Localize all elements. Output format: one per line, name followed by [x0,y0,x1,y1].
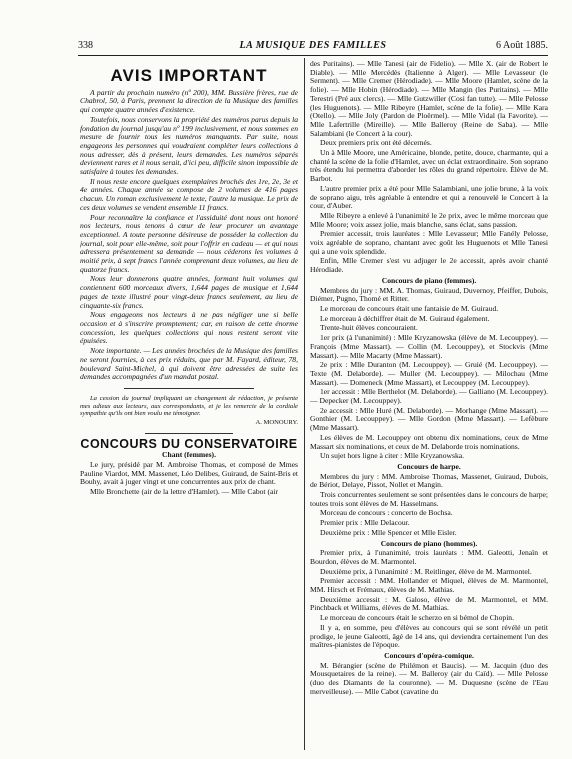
section-subheading: Concours de piano (femmes). [381,275,477,285]
left-column [80,60,298,750]
article-paragraph: Premier prix, à l'unanimité, trois lauréats : MM. Galeotti, Jenaïn et Bourdon, élèves de M. Marmontel. [310,548,548,566]
separator [145,433,232,434]
journal-title: LA MUSIQUE DES FAMILLES [239,40,387,51]
notice-heading: AVIS IMPORTANT [110,66,268,85]
article-paragraph: Le morceau à déchiffrer était de M. Guiraud également. [320,313,490,323]
article-paragraph: Deuxième prix, à l'unanimité : M. Reitlinger, élève de M. Marmontel. [320,566,532,576]
article-paragraph: 2e prix : Mlle Duranton (M. Lecouppey). — Gruié (M. Lecouppey). — Texte (M. Delaborde). — Muller (M. Lecouppey). — Milochau (Mme Massart). — Domeneck (Mme Massart), et Lecouppey (M. Lecouppey). [310,360,548,387]
article-paragraph: Le jury, présidé par M. Ambroise Thomas, et composé de Mmes Pauline Viardot, MM. Massenet, Léo Delibes, Guiraud, de Saint-Bris et Bouhy, avait à juger vingt et une concurrentes aux prix de chant. [80,459,298,487]
article-paragraph: Premier accessit, trois lauréates : Mlle Levasseur; Mlle Fanély Pelosse, voix agréable de soprano, chantant avec goût les Huguenots et Mlle Tanesi qui a une voix splendide. [310,229,548,256]
article-paragraph: 1er accessit : Mlle Berthelot (M. Delaborde). — Galliano (M. Lecouppey). — Depecker (M. Lecouppey). [310,387,548,406]
notice-paragraph-3: Il nous reste encore quelques exemplaires brochés des 1re, 2e, 3e et 4e années. Chaque année se compose de 2 volumes de 416 pages chacun. Un roman exclusivement le texte, l'autre la musique. Le prix de ces deux volumes se vendent ensemble 11 francs. [80,176,298,212]
article-paragraph: L'autre premier prix a été pour Mlle Salambiani, une jolie brune, à la voix de soprano aigu, très agréable à entendre et qui a renouvelé le Concert à la cour, d'Auber. [310,183,548,211]
article-paragraph: Le morceau de concours était le scherzo en si bémol de Chopin. [320,613,514,623]
article-paragraph: Deuxième accessit : M. Galoso, élève de M. Marmontel, et MM. Pinchback et Williams, élèves de M. Mathias. [310,594,548,613]
article-paragraph: Premier prix : Mlle Delacour. [320,518,410,528]
notice-paragraph-4: Pour reconnaître la confiance et l'assiduité dont nous ont honoré nos lecteurs, nous tenons à cœur de leur procurer un avantage exceptionnel. A toute personne désireuse de posséder la collection du journal, soit pour elle-même, soit pour l'offrir en cadeau — et qui nous adressera présentement sa demande — nous céderons les volumes à moitié prix, à sept francs l'année comprenant deux volumes, au lieu de quatorze francs. [80,212,298,274]
article-paragraph: Les élèves de M. Lecouppey ont obtenu dix nominations, ceux de Mme Massart six nominations, et ceux de M. Delaborde trois nominations. [310,432,548,451]
section-subheading: Chant (femmes). [162,450,216,460]
article-paragraph: Mlle Bronchette (air de la lettre d'Hamlet). — Mlle Cabot (air [90,486,278,496]
header-rule [78,55,548,56]
notice-paragraph-1: A partir du prochain numéro (nº 200), MM. Bussière frères, rue de Chabrol, 50, à Paris, prennent la direction de la Musique des familles qui compte quatre années d'existence. [80,87,298,115]
right-column [310,60,548,750]
article-paragraph: 2e accessit : Mlle Huré (M. Delaborde). — Morhange (Mme Massart). — Gonthier (M. Lecouppey). — Mlle Gordon (Mme Massart). — Lefèbure (Mme Massart). [310,405,548,433]
article-paragraph: Membres du jury : MM. A. Thomas, Guiraud, Duvernoy, Pfeiffer, Dubois, Diémer, Pugno, Thomé et Ritter. [310,285,548,304]
farewell-notice: La cession du journal impliquant un changement de rédaction, je présente mes adieux aux lecteurs, aux correspondants, et je les remercie de la cordiale sympathie qu'ils ont bien voulu me témoigner. [80,394,298,418]
article-paragraph: Enfin, Mlle Cremer s'est vu adjuger le 2e accessit, après avoir chanté Hérodiade. [310,256,548,275]
article-paragraph: Un sujet hors ligne à citer : Mlle Kryzanowska. [320,451,465,461]
article-paragraph: Deuxième prix : Mlle Spencer et Mlle Eisler. [320,527,457,537]
article-paragraph: Un à Mlle Moore, une Américaine, blonde, petite, douce, charmante, qui a chanté la scène de la folie d'Hamlet, avec un éclat extraordinaire. Son soprano très étendu lui permettra d'aborder les rôles du grand répertoire. Élève de M. Barbot. [310,148,548,184]
article-paragraph: Morceau de concours : concerto de Bochsa. [320,508,453,518]
article-paragraph: Deux premiers prix ont été décernés. [320,138,432,148]
article-paragraph: Trois concurrentes seulement se sont présentées dans le concours de harpe; toutes trois sont élèves de M. Hasselmans. [310,490,548,508]
signature: A. MONOURY. [255,418,298,426]
conservatoire-heading: CONCOURS DU CONSERVATOIRE [80,437,298,452]
article-paragraph: 1er prix (à l'unanimité) : Mlle Kryzanowska (élève de M. Lecouppey). — François (Mme Massart). — Collin (M. Lecouppey), et Stockvis (Mme Massart). — Mlle Macarty (Mme Massart). [310,333,548,360]
column-divider [304,58,305,750]
article-paragraph: Trente-huit élèves concouraient. [320,323,418,333]
article-paragraph: Premier accessit : MM. Hollander et Miquel, élèves de M. Marmontel, MM. Hirsch et Frémaux, élèves de M. Mathias. [310,576,548,595]
notice-paragraph-6: Nous engageons nos lecteurs à ne pas négliger une si belle occasion et à s'inscrire promptement; car, en raison de cette énorme concession, les quelques collections qui nous restent seront vite épuisées. [80,310,298,346]
article-paragraph: des Puritains). — Mlle Tanesi (air de Fidelio). — Mlle X. (air de Robert le Diable). — Mlle Mercédès (Italienne à Alger). — Mlle Levasseur (le Serment). — Mlle Cremer (Hérodiade). — Mlle Moore (Hamlet, scène de la folie). — Mlle Hobin (Hérodiade). — Mlle Mangin (les Puritains). — Mlle Terestri (Pré aux clercs). — Mlle Gutzwiller (Cosi fan tutte). — Mlle Pelosse (les Huguenots). — Mlle Ribeyre (Hamlet, scène de la folie). — Mlle Kara (Otello). — Mlle Joly (Pardon de Ploërmel). — Mlle Vidal (la Favorite). — Mlle Lafertrille (Mireille). — Mlle Balleroy (Reine de Saba). — Mlle Salambiani (le Concert à la cour). [310,60,548,138]
article-paragraph: Mlle Ribeyre a enlevé à l'unanimité le 2e prix, avec le même morceau que Mlle Moore; voix assez jolie, mais blanche, sans éclat, sans passion. [310,210,548,229]
article-paragraph: Le morceau de concours était une fantaisie de M. Guiraud. [320,303,499,313]
notice-paragraph-5: Nous leur donnerons quatre années, formant huit volumes qui contiennent 600 morceaux divers, 1,644 pages de musique et 1,644 pages de texte illustré pour vingt-deux francs seulement, au lieu de cinquante-six francs. [80,274,298,310]
article-paragraph: M. Bérangier (scène de Philémon et Baucis). — M. Jacquin (duo des Mousquetaires de la reine). — M. Balleroy (air du Caïd). — Mlle Pelosse (duo des Diamants de la couronne). — M. Duquesne (scène de l'Eau merveilleuse). — Mlle Cabot (cavatine du [310,660,548,696]
page-header [78,40,548,54]
notice-paragraph-2: Toutefois, nous conservons la propriété des numéros parus depuis la fondation du journal jusqu'au nº 199 inclusivement, et nous sommes en mesure de fournir tous les numéros manquants. Par suite, nous engageons les personnes qui voudraient compléter leurs collections à nous adresser, dès à présent, leurs demandes. Les numéros séparés deviennent rares et il nous serait, d'ici peu, difficile sinon impossible de satisfaire à toutes les demandes. [80,114,298,177]
article-paragraph: Membres du jury : MM. Ambroise Thomas, Massenet, Guiraud, Dubois, de Bériot, Delaye, Pissot, Nollet et Mangin. [310,471,548,490]
issue-date: 6 Août 1885. [496,40,548,51]
section-subheading: Concours de piano (hommes). [380,538,478,548]
separator [124,388,255,389]
article-paragraph: Il y a, en somme, peu d'élèves au concours qui se sont révélé un petit prodige, le jeune Galeotti, âgé de 14 ans, qui deviendra certainement l'un des maîtres-pianistes de l'époque. [310,622,548,650]
section-subheading: Concours de harpe. [397,461,461,471]
section-subheading: Concours d'opéra-comique. [384,651,474,660]
page-number: 338 [78,40,93,51]
notice-paragraph-7: Note importante. — Les années brochées de la Musique des familles ne seront fournies, à ces prix réduits, que par M. Fayard, éditeur, 78, boulevard Saint-Michel, à qui doivent être adressées de suite les demandes accompagnées d'un mandat postal. [80,346,298,382]
